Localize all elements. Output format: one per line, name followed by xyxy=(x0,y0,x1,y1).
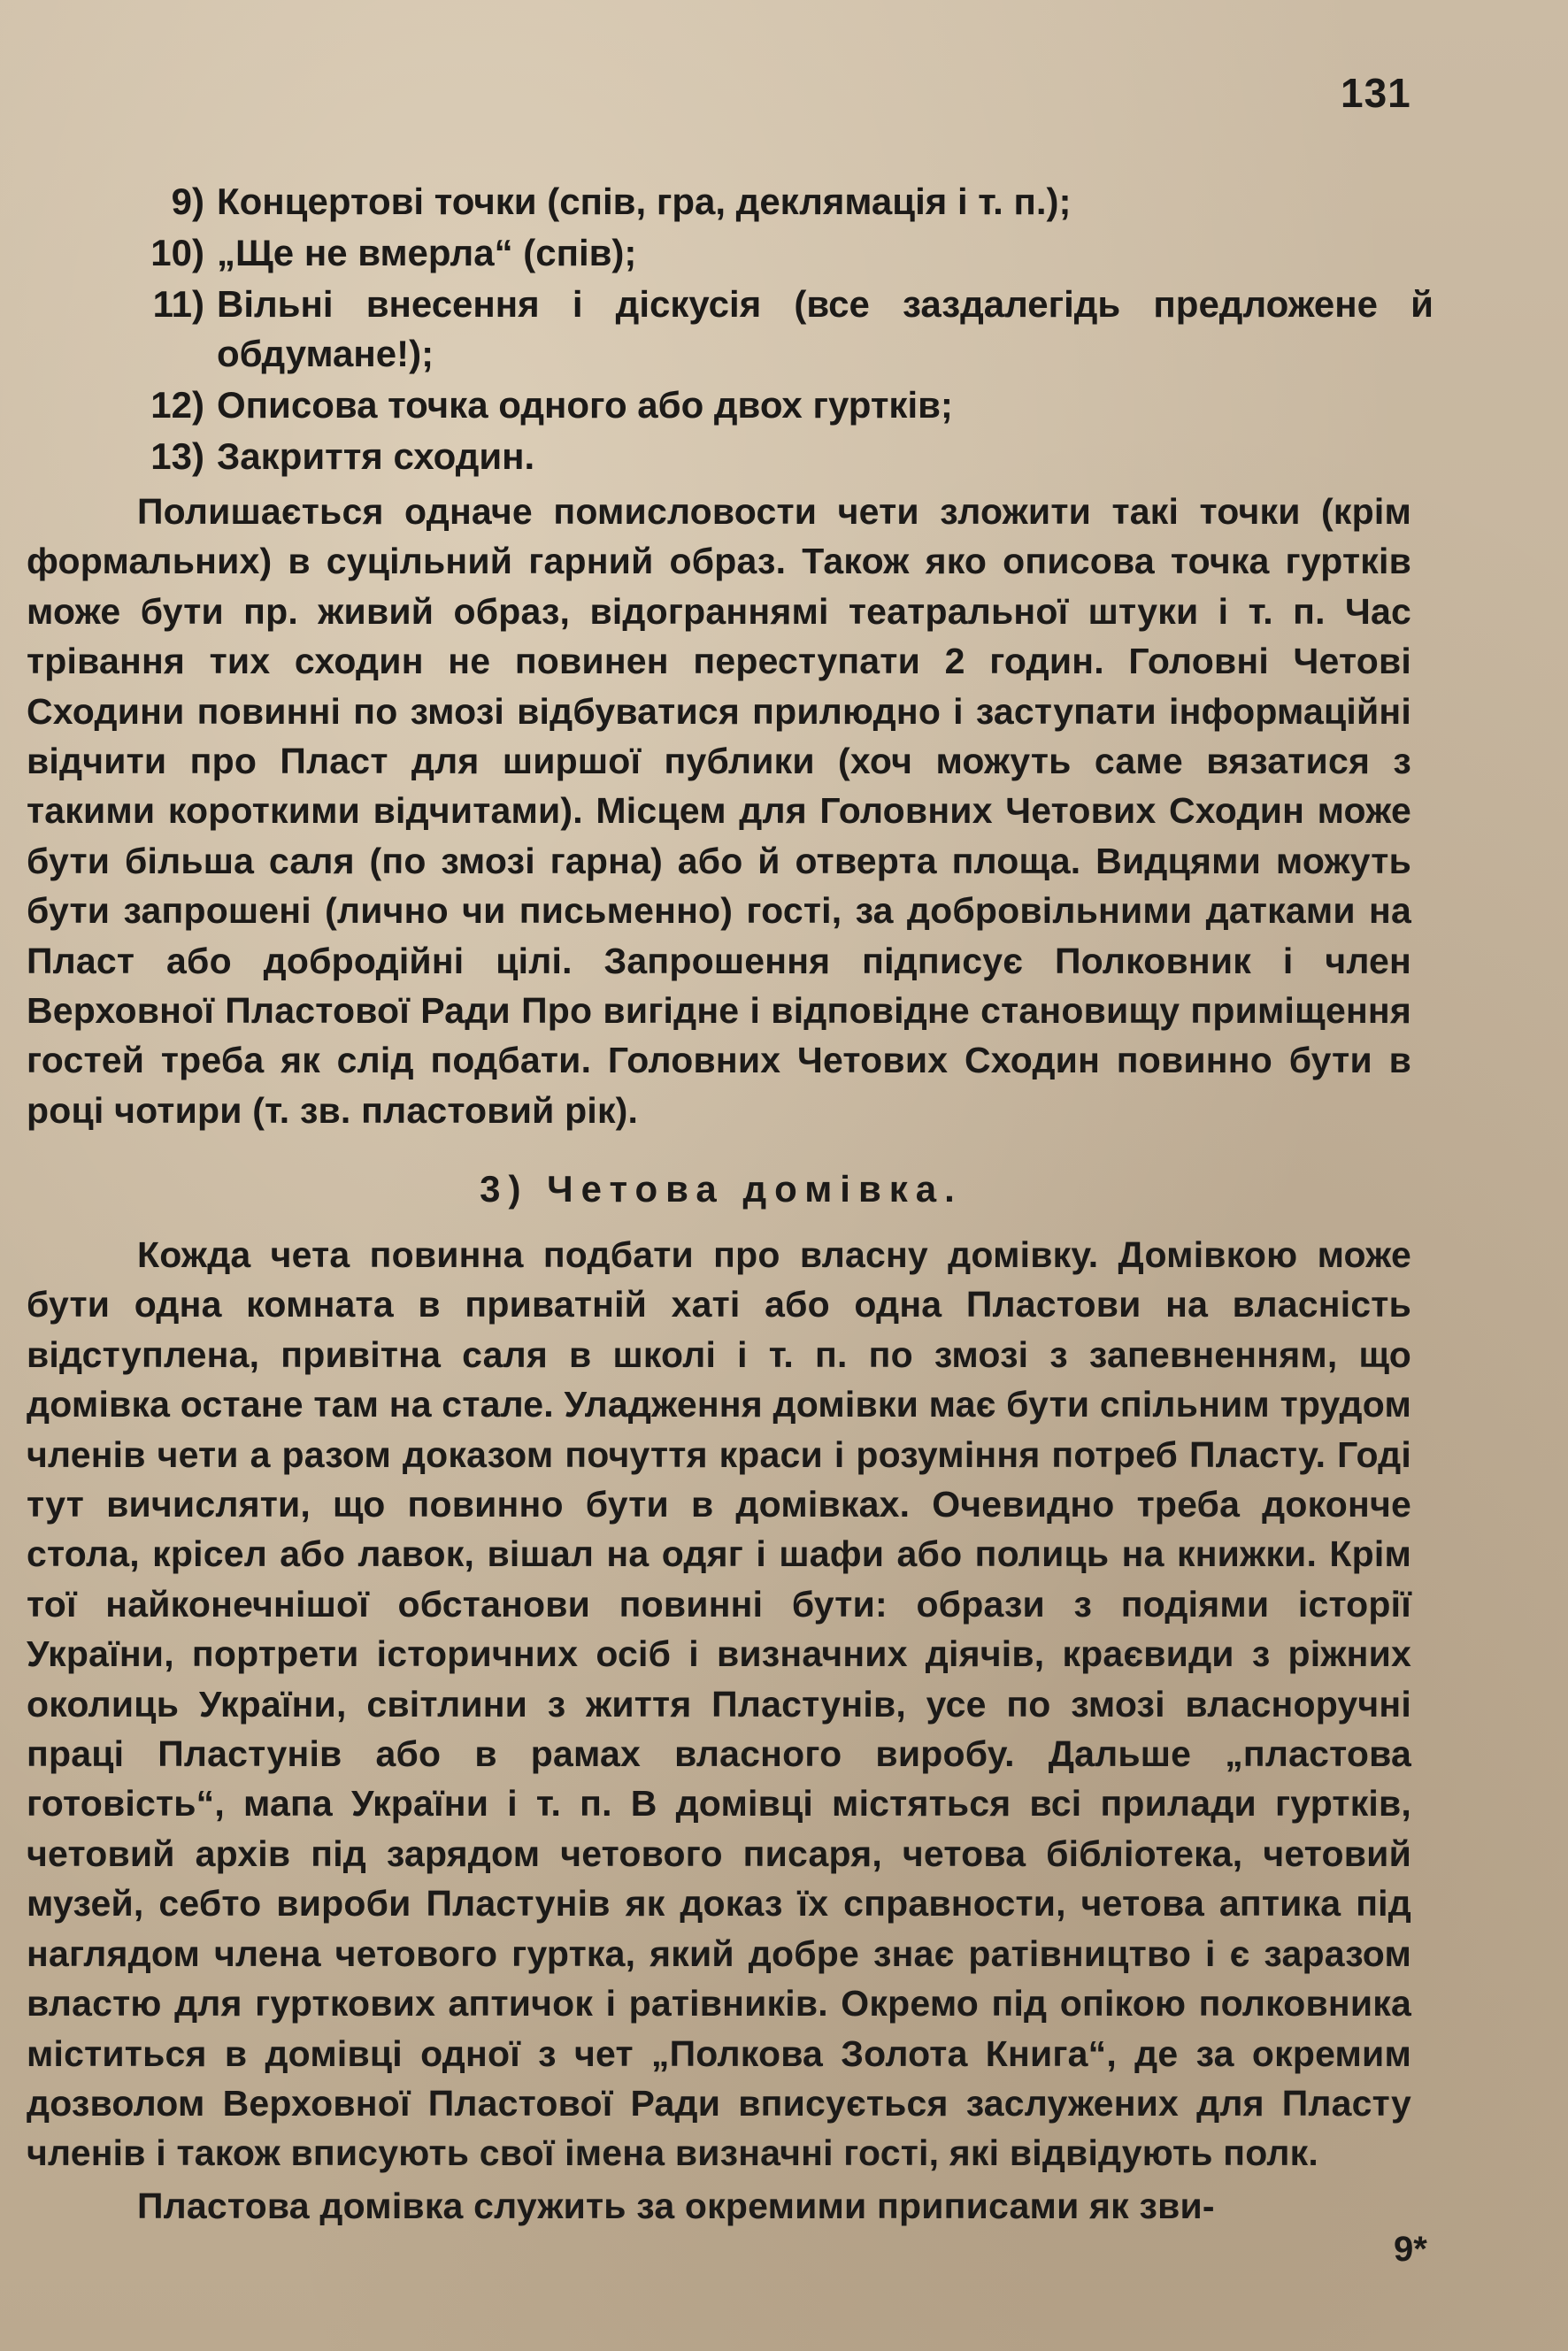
agenda-item xyxy=(133,280,1433,379)
agenda-item-text: Концертові точки (спів, гра, деклямація і т. п.); xyxy=(217,181,1072,222)
agenda-item xyxy=(133,228,1433,278)
agenda-item-text: Закриття сходин. xyxy=(217,435,535,477)
agenda-item-number: 13) xyxy=(150,435,204,477)
agenda-item-number: 11) xyxy=(152,283,204,325)
agenda-item-number: 10) xyxy=(150,232,204,273)
section-heading: 3) Четова домівка. xyxy=(480,1168,963,1210)
paragraph-meeting-program: Полишається одначе помисловости чети зложити такі точки (крім формальних) в суцільний гарний образ. Також яко описова точка гуртків може бути пр. живий образ, відограннямі театральної штуки і т. п. Час трівання тих сходин не повинен переступати 2 годин. Головні Четові Сходини повинні по змозі відбуватися прилюдно і заступати інформаційні відчити про Пласт для ширшої публики (хоч можуть саме вязатися з такими короткими відчитами). Місцем для Головних Четових Сходин може бути більша саля (по змозі гарна) або й отверта площа. Видцями можуть бути запрошені (лично чи письменно) гості, за добровільними датками на Пласт або добродійні цілі. Запрошення підписує Полковник і член Верховної Пластової Ради Про вигідне і відповідне становищу приміщення гостей треба як слід подбати. Головних Четових Сходин повинно бути в році чотири (т. зв. пластовий рік). xyxy=(27,491,1411,1131)
agenda-item-text: „Ще не вмерла“ (спів); xyxy=(217,232,637,273)
agenda-list xyxy=(133,177,1433,483)
agenda-item xyxy=(133,432,1433,481)
page-number: 131 xyxy=(1341,70,1411,116)
agenda-item-text: Описова точка одного або двох гуртків; xyxy=(217,384,953,426)
agenda-item-text: Вільні внесення і діскусія (все заздалегідь предложене й обдумане!); xyxy=(217,283,1433,374)
paragraph-troop-home: Кожда чета повинна подбати про власну домівку. Домівкою може бути одна комната в приватній хаті або одна Пластови на власність відступлена, привітна саля в школі і т. п. по змозі з запевненням, що домівка остане там на стале. Уладження домівки має бути спільним трудом членів чети а разом доказом почуття краси і розуміння потреб Пласту. Годі тут вичисляти, що повинно бути в домівках. Очевидно треба доконче стола, крісел або лавок, вішал на одяг і шафи або полиць на книжки. Крім тої найконечнішої обстанови повинні бути: образи з подіями історії України, портрети історичних осіб і визначних діячів, краєвиди з ріжних околиць України, світлини з життя Пластунів, усе по змозі власноручні праці Пластунів або в рамах власного виробу. Дальше „пластова готовість“, мапа України і т. п. В домівці містяться всі прилади гуртків, четовий архів під зарядом четового писаря, четова бібліотека, четовий музей, себто вироби Пластунів як доказ їх справности, четова аптика під наглядом члена четового гуртка, який добре знає ратівництво і є заразом властю для гурткових аптичок і ратівників. Окремо під опікою полковника міститься в домівці одної з чет „Полкова Золота Книга“, де за окремим дозволом Верховної Пластової Ради вписується заслужених для Пласту членів і також вписують свої імена визначні гості, які відвідують полк. xyxy=(27,1234,1411,2174)
agenda-item xyxy=(133,380,1433,430)
paragraph-continued: Пластова домівка служить за окремими приписами як зви- xyxy=(137,2186,1215,2226)
agenda-item xyxy=(133,177,1433,227)
agenda-item-number: 9) xyxy=(171,181,204,222)
agenda-item-number: 12) xyxy=(150,384,204,426)
signature-mark: 9* xyxy=(1394,2230,1427,2269)
